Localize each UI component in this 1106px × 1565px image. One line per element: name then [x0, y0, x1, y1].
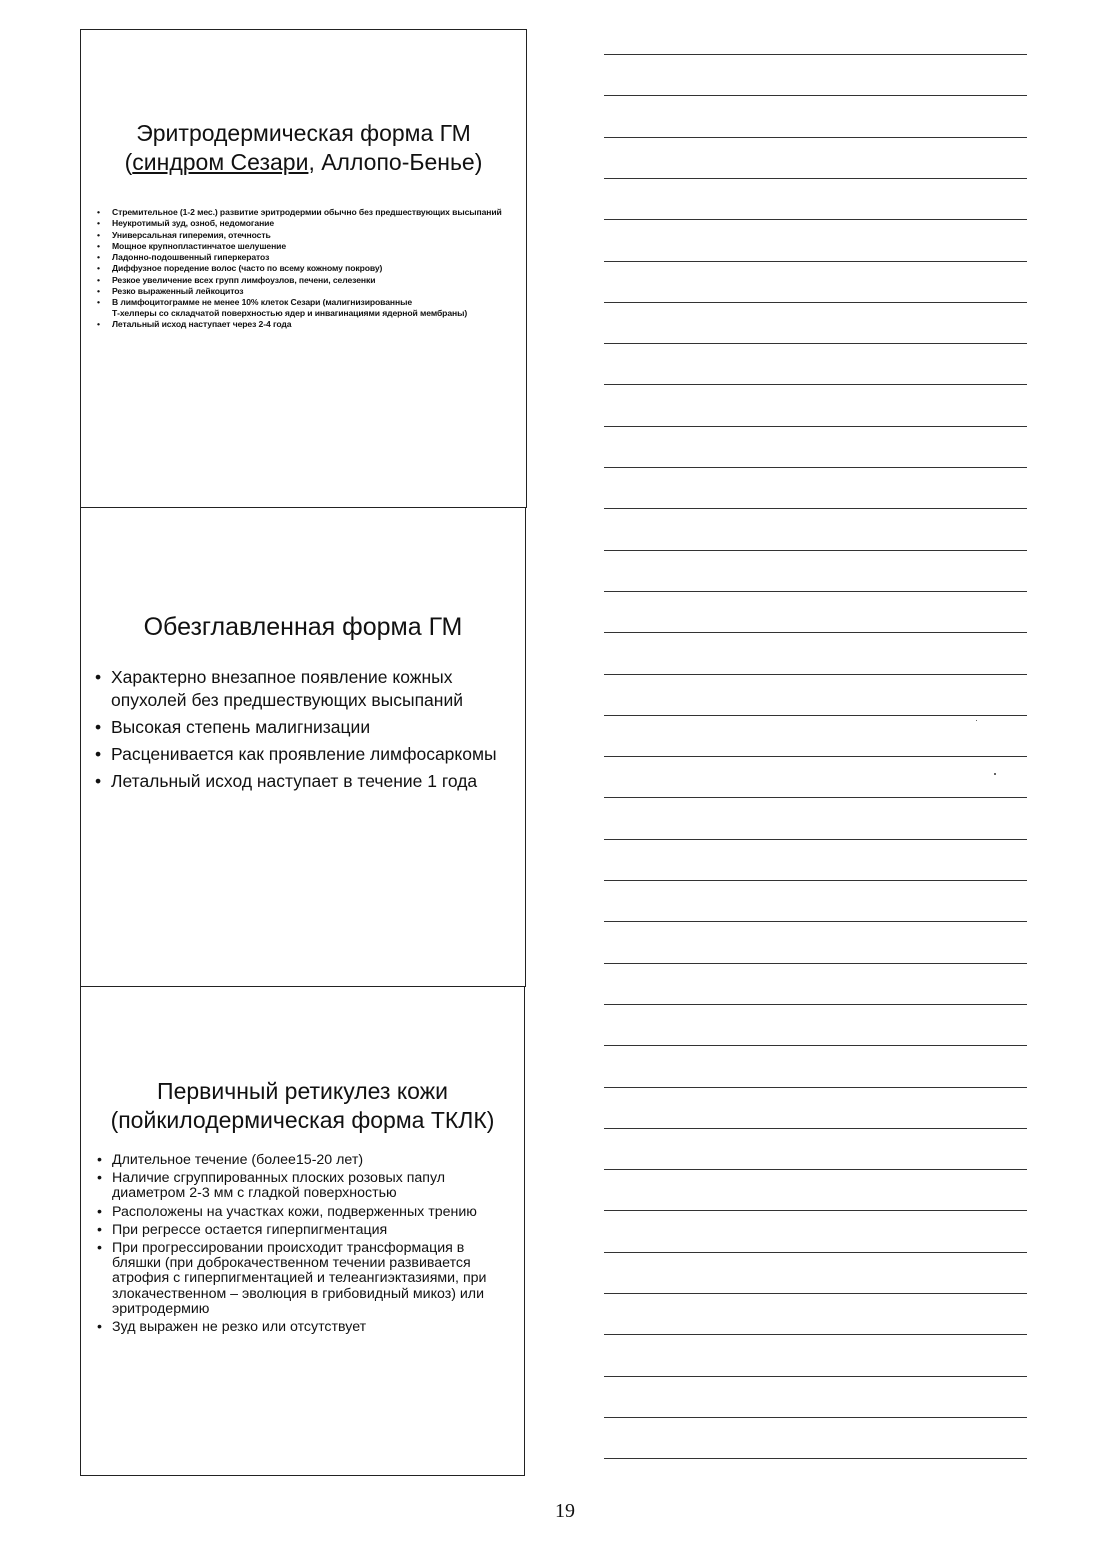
bullet-icon: •: [97, 1203, 102, 1220]
bullet-icon: •: [97, 274, 100, 285]
list-item: • Мощное крупнопластинчатое шелушение: [97, 240, 287, 251]
bullet-icon: •: [97, 318, 100, 329]
note-line: [604, 384, 1027, 385]
bullet-icon: •: [95, 717, 102, 738]
list-item: • Универсальная гиперемия, отечность: [97, 229, 271, 240]
note-line: [604, 1128, 1027, 1129]
list-item: • Расценивается как проявление лимфосаркомы: [93, 743, 517, 766]
note-line: [604, 261, 1027, 262]
list-item: • Зуд выражен не резко или отсутствует: [97, 1318, 367, 1335]
list-item: • Наличие сгруппированных плоских розовых папул диаметром 2-3 мм с гладкой поверхностью: [97, 1170, 446, 1202]
bullet-icon: •: [97, 263, 100, 274]
bullet-icon: •: [97, 240, 100, 251]
note-line: [604, 1045, 1027, 1046]
bullet-icon: •: [95, 667, 102, 687]
slide-erythrodermic-form: [80, 29, 527, 508]
slide-primary-reticulosis: [80, 986, 525, 1476]
bullet-icon: •: [95, 744, 102, 765]
note-line: [604, 632, 1027, 633]
bullet-icon: •: [97, 218, 100, 229]
title-underlined-term: синдром Сезари: [132, 148, 309, 175]
note-line: [604, 1334, 1027, 1335]
list-item: • Расположены на участках кожи, подверженных трению: [97, 1203, 477, 1220]
page-number: 19: [555, 1500, 575, 1522]
slide-title: [91, 119, 516, 177]
note-line: [604, 880, 1027, 881]
list-item: • В лимфоцитограмме не менее 10% клеток Сезари (малигнизированные: [97, 297, 413, 308]
note-line: [604, 467, 1027, 468]
bullet-list: [95, 208, 506, 331]
note-line: [604, 426, 1027, 427]
bullet-icon: •: [97, 1221, 102, 1238]
title-line-1: Эритродермическая форма ГМ: [136, 120, 471, 146]
note-line: [604, 674, 1027, 675]
note-line: [604, 1417, 1027, 1418]
note-line: [604, 715, 1027, 716]
list-item: • При прогрессировании происходит трансформация в бляшки (при доброкачественном течении развивается атрофия с гиперпигментацией и телеангиэктазиями, при злокачественном – эволюция в грибовидный микоз) или эритродермию: [97, 1239, 487, 1317]
note-line: [604, 1210, 1027, 1211]
list-item: • Неукротимый зуд, озноб, недомогание: [97, 218, 275, 229]
note-line: [604, 591, 1027, 592]
list-item: • Резкое увеличение всех групп лимфоузлов, печени, селезенки: [97, 274, 376, 285]
note-line: [604, 1293, 1027, 1294]
note-line: [604, 95, 1027, 96]
slide-title: Обезглавленная форма ГМ: [143, 613, 463, 641]
bullet-icon: •: [97, 1152, 102, 1168]
note-line: [604, 921, 1027, 922]
list-item: • Резко выраженный лейкоцитоз: [97, 286, 244, 297]
note-line: [604, 839, 1027, 840]
note-line: [604, 1169, 1027, 1170]
bullet-icon: •: [97, 1318, 102, 1335]
scan-speck: [994, 773, 996, 775]
note-line: [604, 550, 1027, 551]
note-line: [604, 343, 1027, 344]
title-line-2-rest: , Аллопо-Бенье): [308, 148, 483, 175]
note-line: [604, 1376, 1027, 1377]
note-line: [604, 1252, 1027, 1253]
list-item: • Летальный исход наступает через 2-4 года: [97, 318, 292, 329]
list-item: • Характерно внезапное появление кожных опухолей без предшествующих высыпаний: [95, 667, 464, 711]
list-item: • При регрессе остается гиперпигментация: [97, 1221, 388, 1238]
note-line: [604, 54, 1027, 55]
list-item: • Летальный исход наступает в течение 1 года: [93, 770, 517, 793]
note-line: [604, 137, 1027, 138]
title-open-paren: (: [124, 148, 133, 175]
bullet-icon: •: [97, 297, 100, 308]
list-item: • Стремительное (1-2 мес.) развитие эритродермии обычно без предшествующих высыпаний: [97, 207, 502, 217]
bullet-icon: •: [95, 771, 102, 792]
bullet-icon: •: [97, 252, 100, 263]
note-line: [604, 797, 1027, 798]
bullet-list: [93, 666, 517, 797]
bullet-icon: •: [97, 286, 100, 297]
note-line: [604, 508, 1027, 509]
list-item: • Ладонно-подошвенный гиперкератоз: [97, 252, 270, 263]
list-item: • Длительное течение (более15-20 лет): [97, 1152, 364, 1168]
bullet-icon: •: [97, 1170, 102, 1187]
list-item: • Диффузное поредение волос (часто по всему кожному покрову): [97, 263, 383, 274]
note-line: [604, 178, 1027, 179]
note-line: [604, 756, 1027, 757]
note-line: [604, 1004, 1027, 1005]
scan-speck: [976, 720, 977, 721]
note-line: [604, 1458, 1027, 1459]
note-line: [604, 219, 1027, 220]
bullet-icon: •: [97, 1239, 102, 1256]
bullet-icon: •: [97, 229, 100, 240]
title-line-2: (пойкилодермическая форма ТКЛК): [110, 1106, 495, 1133]
note-line: [604, 302, 1027, 303]
bullet-icon: •: [97, 207, 100, 217]
note-line: [604, 1087, 1027, 1088]
title-line-1: Первичный ретикулез кожи: [157, 1078, 448, 1104]
slide-title: [91, 1077, 514, 1135]
slide-decapitated-form: [80, 507, 526, 987]
list-item-continuation: Т-хелперы со складчатой поверхностью ядер и инвагинациями ядерной мембраны): [112, 307, 468, 318]
list-item: • Высокая степень малигнизации: [93, 716, 517, 739]
bullet-list: [95, 1153, 510, 1338]
note-line: [604, 963, 1027, 964]
